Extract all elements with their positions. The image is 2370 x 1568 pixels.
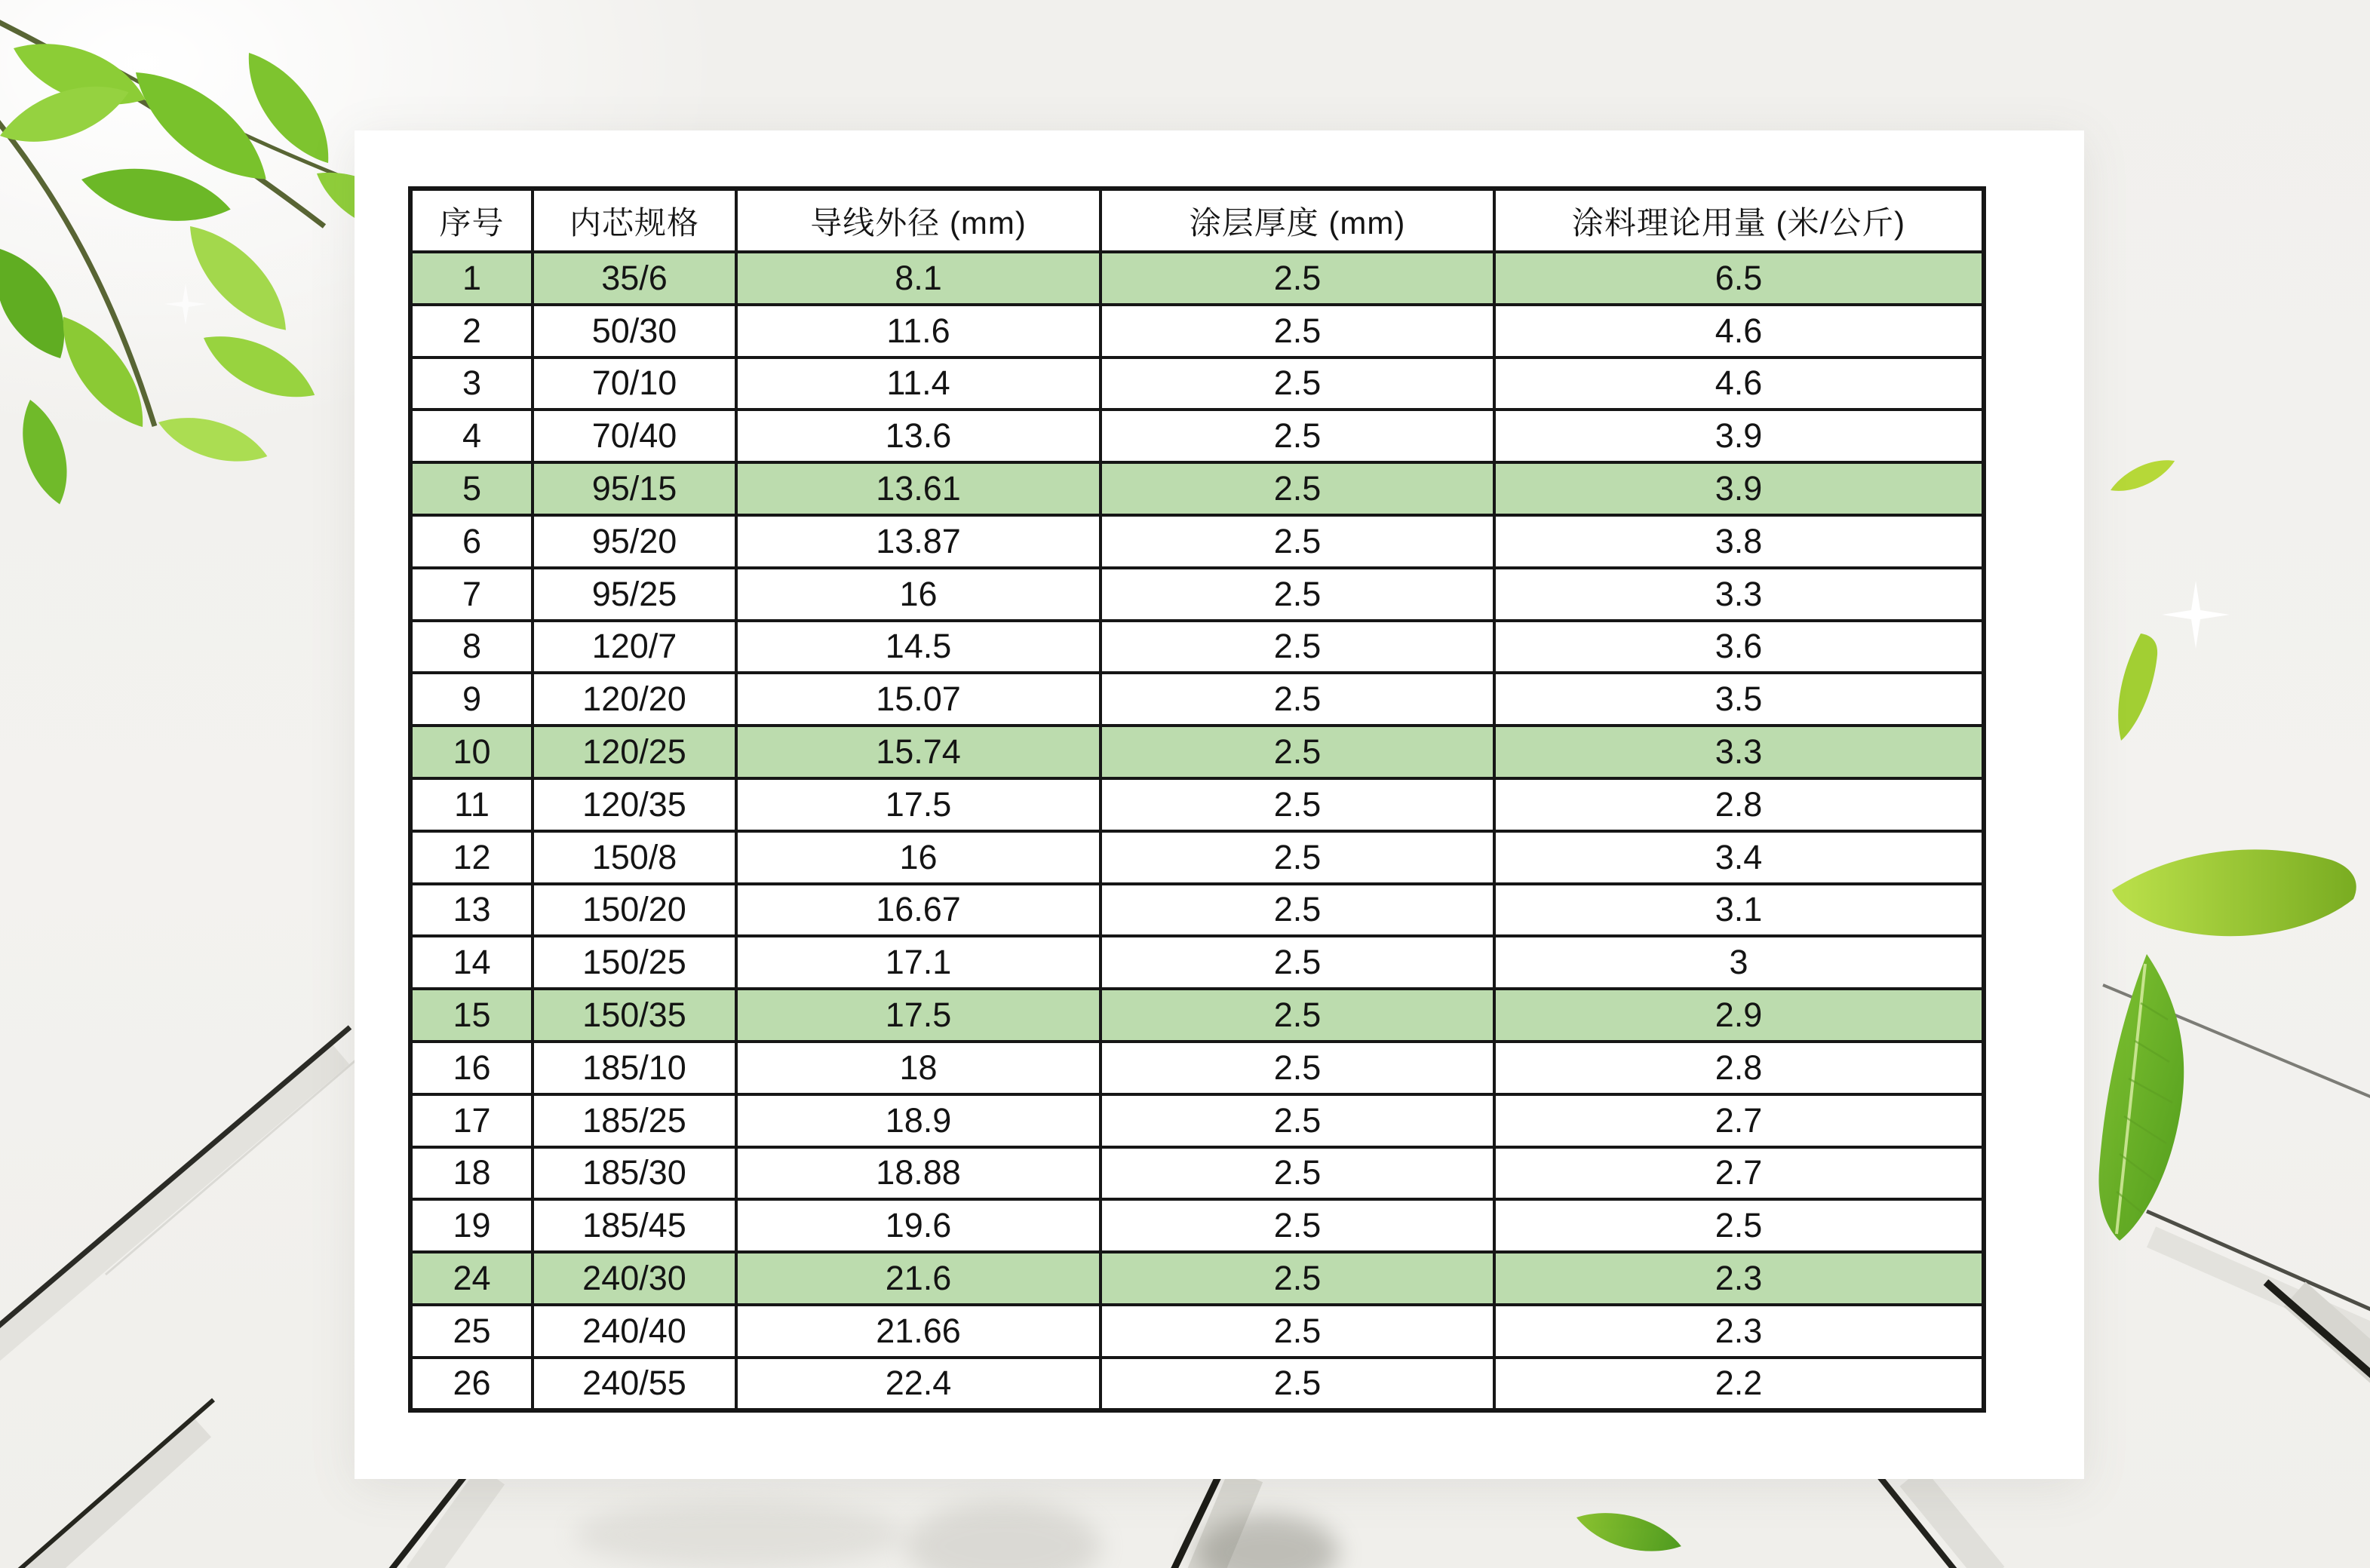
table-row: [410, 778, 1984, 831]
cell-serial: 2: [410, 305, 533, 357]
falling-leaf-small: [2107, 453, 2179, 499]
cell-wire-diameter: 17.5: [736, 778, 1101, 831]
cell-coating-thickness: 2.5: [1101, 1358, 1494, 1410]
cell-serial: 4: [410, 410, 533, 462]
cell-core-spec: 185/25: [533, 1094, 736, 1147]
spec-table-header: [410, 189, 1984, 252]
cell-serial: 14: [410, 936, 533, 989]
cell-core-spec: 240/30: [533, 1252, 736, 1305]
table-row: [410, 831, 1984, 884]
header-row: [410, 189, 1984, 252]
cell-paint-usage: 3.3: [1494, 568, 1984, 621]
table-row: [410, 673, 1984, 726]
table-row: [410, 1252, 1984, 1305]
cell-coating-thickness: 2.5: [1101, 357, 1494, 410]
cell-serial: 26: [410, 1358, 533, 1410]
cell-serial: 6: [410, 515, 533, 568]
cell-core-spec: 185/30: [533, 1147, 736, 1200]
cell-wire-diameter: 15.74: [736, 726, 1101, 778]
col-header-coating-thickness: 涂层厚度 (mm): [1101, 189, 1494, 252]
cell-paint-usage: 3.6: [1494, 621, 1984, 674]
cell-core-spec: 150/20: [533, 884, 736, 937]
cell-paint-usage: 4.6: [1494, 305, 1984, 357]
cell-serial: 17: [410, 1094, 533, 1147]
cell-serial: 9: [410, 673, 533, 726]
spec-table-body: [410, 252, 1984, 1410]
cell-wire-diameter: 18: [736, 1042, 1101, 1094]
table-row: [410, 515, 1984, 568]
cell-serial: 24: [410, 1252, 533, 1305]
cell-core-spec: 95/25: [533, 568, 736, 621]
cell-coating-thickness: 2.5: [1101, 1094, 1494, 1147]
cell-wire-diameter: 11.4: [736, 357, 1101, 410]
cell-wire-diameter: 13.6: [736, 410, 1101, 462]
col-header-core-spec: 内芯规格: [533, 189, 736, 252]
cell-core-spec: 185/10: [533, 1042, 736, 1094]
cell-core-spec: 70/40: [533, 410, 736, 462]
cell-paint-usage: 3.5: [1494, 673, 1984, 726]
cell-serial: 19: [410, 1199, 533, 1252]
cell-serial: 8: [410, 621, 533, 674]
cell-paint-usage: 2.3: [1494, 1252, 1984, 1305]
cell-core-spec: 50/30: [533, 305, 736, 357]
cell-wire-diameter: 17.5: [736, 989, 1101, 1042]
cell-core-spec: 95/15: [533, 462, 736, 515]
cell-serial: 16: [410, 1042, 533, 1094]
table-row: [410, 1042, 1984, 1094]
cell-wire-diameter: 13.87: [736, 515, 1101, 568]
table-row: [410, 884, 1984, 937]
table-row: [410, 568, 1984, 621]
cell-coating-thickness: 2.5: [1101, 410, 1494, 462]
cell-paint-usage: 3.1: [1494, 884, 1984, 937]
cell-serial: 11: [410, 778, 533, 831]
cell-paint-usage: 3.9: [1494, 410, 1984, 462]
cell-serial: 18: [410, 1147, 533, 1200]
cell-serial: 7: [410, 568, 533, 621]
cell-wire-diameter: 11.6: [736, 305, 1101, 357]
cell-serial: 13: [410, 884, 533, 937]
cell-serial: 5: [410, 462, 533, 515]
cell-paint-usage: 2.3: [1494, 1305, 1984, 1358]
cell-wire-diameter: 16: [736, 568, 1101, 621]
cell-core-spec: 95/20: [533, 515, 736, 568]
table-row: [410, 936, 1984, 989]
cell-wire-diameter: 16: [736, 831, 1101, 884]
cell-core-spec: 185/45: [533, 1199, 736, 1252]
cell-paint-usage: 2.8: [1494, 1042, 1984, 1094]
table-row: [410, 252, 1984, 305]
cell-paint-usage: 2.7: [1494, 1147, 1984, 1200]
cell-paint-usage: 2.7: [1494, 1094, 1984, 1147]
cell-coating-thickness: 2.5: [1101, 621, 1494, 674]
table-row: [410, 1305, 1984, 1358]
table-row: [410, 1199, 1984, 1252]
table-row: [410, 357, 1984, 410]
table-row: [410, 621, 1984, 674]
col-header-serial: 序号: [410, 189, 533, 252]
cell-coating-thickness: 2.5: [1101, 936, 1494, 989]
cell-coating-thickness: 2.5: [1101, 462, 1494, 515]
cell-wire-diameter: 21.66: [736, 1305, 1101, 1358]
cell-coating-thickness: 2.5: [1101, 778, 1494, 831]
table-row: [410, 462, 1984, 515]
cell-coating-thickness: 2.5: [1101, 1042, 1494, 1094]
cell-core-spec: 150/25: [533, 936, 736, 989]
cell-wire-diameter: 17.1: [736, 936, 1101, 989]
wood-plank-seams-bottom: [386, 1475, 1993, 1568]
table-row: [410, 1094, 1984, 1147]
table-row: [410, 1358, 1984, 1410]
cell-paint-usage: 3.3: [1494, 726, 1984, 778]
cell-coating-thickness: 2.5: [1101, 1199, 1494, 1252]
cell-serial: 10: [410, 726, 533, 778]
cell-core-spec: 70/10: [533, 357, 736, 410]
cell-coating-thickness: 2.5: [1101, 673, 1494, 726]
cell-wire-diameter: 19.6: [736, 1199, 1101, 1252]
cell-paint-usage: 3.8: [1494, 515, 1984, 568]
cell-paint-usage: 2.8: [1494, 778, 1984, 831]
cell-paint-usage: 2.5: [1494, 1199, 1984, 1252]
cell-paint-usage: 3.9: [1494, 462, 1984, 515]
cell-core-spec: 120/7: [533, 621, 736, 674]
table-row: [410, 1147, 1984, 1200]
cell-coating-thickness: 2.5: [1101, 252, 1494, 305]
cell-coating-thickness: 2.5: [1101, 989, 1494, 1042]
table-row: [410, 989, 1984, 1042]
cell-wire-diameter: 18.9: [736, 1094, 1101, 1147]
cell-paint-usage: 2.2: [1494, 1358, 1984, 1410]
falling-leaf-crescent: [2118, 634, 2157, 741]
cell-wire-diameter: 14.5: [736, 621, 1101, 674]
cell-serial: 15: [410, 989, 533, 1042]
cell-serial: 3: [410, 357, 533, 410]
cell-core-spec: 120/25: [533, 726, 736, 778]
cell-core-spec: 120/35: [533, 778, 736, 831]
cell-coating-thickness: 2.5: [1101, 726, 1494, 778]
cell-wire-diameter: 8.1: [736, 252, 1101, 305]
spec-table: [408, 186, 1986, 1413]
cell-coating-thickness: 2.5: [1101, 568, 1494, 621]
cell-paint-usage: 4.6: [1494, 357, 1984, 410]
cell-paint-usage: 6.5: [1494, 252, 1984, 305]
col-header-wire-diameter: 导线外径 (mm): [736, 189, 1101, 252]
cell-coating-thickness: 2.5: [1101, 305, 1494, 357]
cell-core-spec: 150/35: [533, 989, 736, 1042]
serrated-leaf: [2098, 954, 2184, 1241]
table-row: [410, 410, 1984, 462]
cell-coating-thickness: 2.5: [1101, 831, 1494, 884]
cell-coating-thickness: 2.5: [1101, 1252, 1494, 1305]
fallen-leaf-on-floor: [1572, 1502, 1685, 1563]
cell-serial: 1: [410, 252, 533, 305]
cell-wire-diameter: 16.67: [736, 884, 1101, 937]
table-row: [410, 305, 1984, 357]
cell-wire-diameter: 22.4: [736, 1358, 1101, 1410]
cell-core-spec: 240/40: [533, 1305, 736, 1358]
cell-paint-usage: 2.9: [1494, 989, 1984, 1042]
cell-wire-diameter: 15.07: [736, 673, 1101, 726]
cell-wire-diameter: 18.88: [736, 1147, 1101, 1200]
cell-serial: 12: [410, 831, 533, 884]
cell-serial: 25: [410, 1305, 533, 1358]
cell-coating-thickness: 2.5: [1101, 1147, 1494, 1200]
cell-core-spec: 120/20: [533, 673, 736, 726]
cell-wire-diameter: 13.61: [736, 462, 1101, 515]
cell-paint-usage: 3.4: [1494, 831, 1984, 884]
falling-leaf-large: [2112, 849, 2356, 936]
cell-coating-thickness: 2.5: [1101, 884, 1494, 937]
cell-coating-thickness: 2.5: [1101, 1305, 1494, 1358]
cell-core-spec: 150/8: [533, 831, 736, 884]
col-header-paint-usage: 涂料理论用量 (米/公斤): [1494, 189, 1984, 252]
cell-core-spec: 240/55: [533, 1358, 736, 1410]
cell-core-spec: 35/6: [533, 252, 736, 305]
cell-paint-usage: 3: [1494, 936, 1984, 989]
cell-coating-thickness: 2.5: [1101, 515, 1494, 568]
spec-card: [355, 130, 2084, 1479]
cell-wire-diameter: 21.6: [736, 1252, 1101, 1305]
table-row: [410, 726, 1984, 778]
